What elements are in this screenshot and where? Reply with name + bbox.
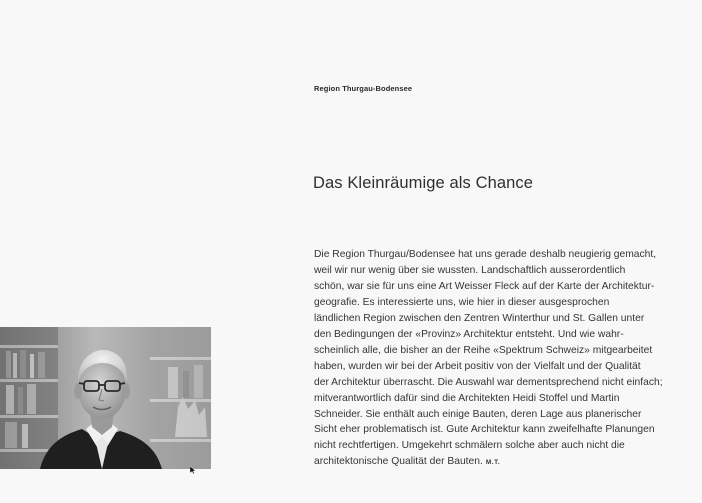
author-portrait-photo [0,327,211,469]
body-line: geografie. Es interessierte uns, wie hier in dieser ausgesprochen [314,296,610,308]
body-line: haben, wurden wir bei der Arbeit positiv von der Vielfalt und der Qualität [314,360,641,372]
body-line: schön, war sie für uns eine Art Weisser Fleck auf der Karte der Architektur- [314,280,655,292]
body-line: ländlichen Region zwischen den Zentren Winterthur und St. Gallen unter [314,312,645,324]
article-body [314,247,674,471]
body-line: mitverantwortlich dafür sind die Architekten Heidi Stoffel und Martin [314,392,620,404]
body-line: Sicht eher problematisch ist. Gute Architektur kann zweifelhafte Planungen [314,424,655,436]
body-line-last [314,454,674,471]
body-line: der Architektur überrascht. Die Auswahl war dementsprechend nicht einfach; [314,376,663,388]
body-line: Die Region Thurgau/Bodensee hat uns gerade deshalb neugierig gemacht, [314,249,657,260]
page-title: Das Kleinräumige als Chance [313,174,534,192]
author-initials: M.T. [485,459,501,467]
body-line-text: architektonische Qualität der Bauten. [314,456,483,468]
body-line: weil wir nur wenig über sie wussten. Landschaftlich ausserordentlich [314,264,626,276]
region-label: Region Thurgau-Bodensee [314,84,413,93]
body-line: nicht rechtfertigen. Umgekehrt schmälern solche aber auch nicht die [314,440,625,452]
body-line: Schneider. Sie enthält auch einige Bauten, deren Lage aus planerischer [314,408,642,420]
body-line: scheinlich alle, die bisher an der Reihe «Spektrum Schweiz» mitgearbeitet [314,344,653,356]
mouse-cursor-icon [190,466,196,474]
portrait-illustration [0,327,211,469]
body-line: den Bedingungen der «Provinz» Architektur entsteht. Und wie wahr- [314,328,624,340]
